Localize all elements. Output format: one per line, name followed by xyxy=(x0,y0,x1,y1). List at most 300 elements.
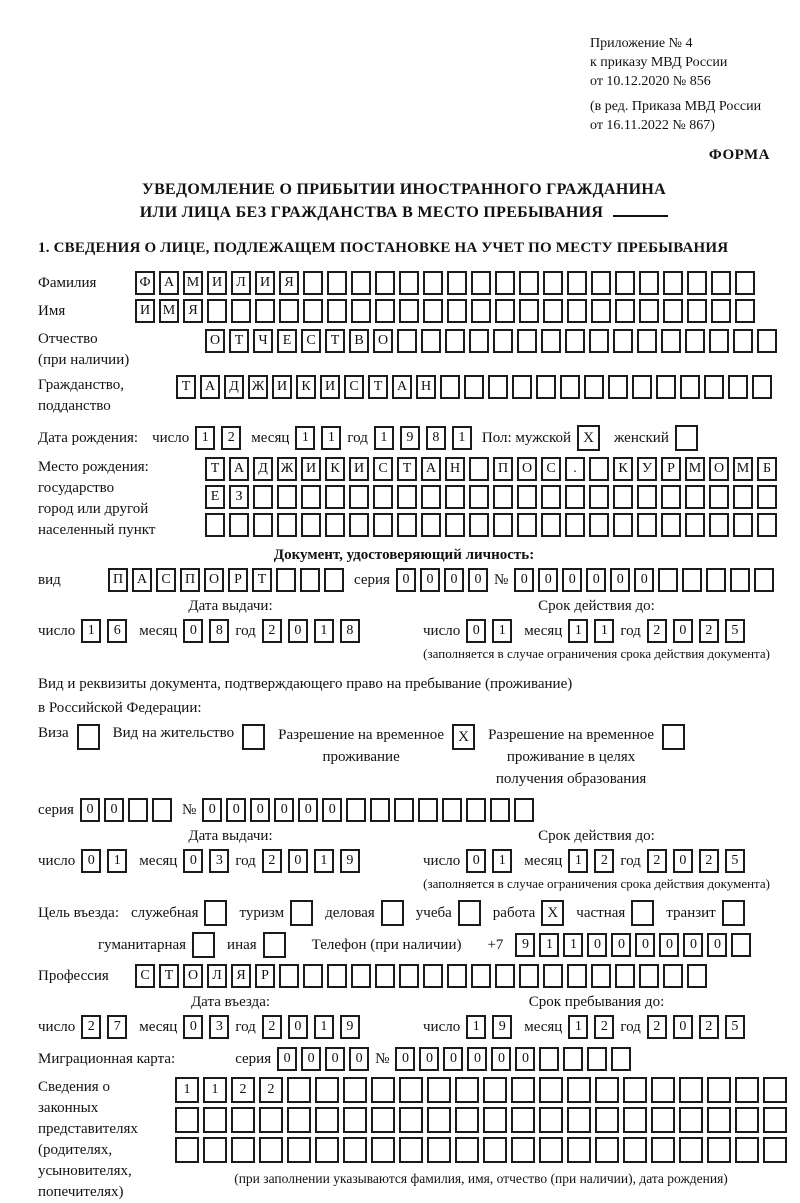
char-cell[interactable]: 0 xyxy=(610,568,630,592)
char-cell[interactable] xyxy=(349,513,369,537)
char-cell[interactable] xyxy=(469,457,489,481)
char-cell[interactable] xyxy=(679,1107,703,1133)
char-cell[interactable]: Ф xyxy=(135,271,155,295)
char-cell[interactable]: О xyxy=(205,329,225,353)
char-cell[interactable]: К xyxy=(296,375,316,399)
char-cell[interactable]: 0 xyxy=(183,849,203,873)
char-cell[interactable]: 2 xyxy=(594,1015,614,1039)
sex-male-checkbox[interactable]: X xyxy=(577,425,600,451)
char-cell[interactable] xyxy=(301,485,321,509)
char-cell[interactable] xyxy=(300,568,320,592)
char-cell[interactable]: 0 xyxy=(396,568,416,592)
char-cell[interactable] xyxy=(757,485,777,509)
char-cell[interactable]: 1 xyxy=(374,426,394,450)
char-cell[interactable] xyxy=(707,1077,731,1103)
char-cell[interactable] xyxy=(303,271,323,295)
char-cell[interactable] xyxy=(466,798,486,822)
char-cell[interactable] xyxy=(351,271,371,295)
char-cell[interactable] xyxy=(327,964,347,988)
char-cell[interactable] xyxy=(324,568,344,592)
char-cell[interactable]: 2 xyxy=(699,1015,719,1039)
char-cell[interactable] xyxy=(591,271,611,295)
char-cell[interactable] xyxy=(327,299,347,323)
char-cell[interactable]: 2 xyxy=(259,1077,283,1103)
char-cell[interactable] xyxy=(685,513,705,537)
char-cell[interactable]: 2 xyxy=(221,426,241,450)
char-cell[interactable]: П xyxy=(108,568,128,592)
char-cell[interactable] xyxy=(623,1107,647,1133)
char-cell[interactable] xyxy=(373,485,393,509)
char-cell[interactable] xyxy=(343,1137,367,1163)
char-cell[interactable] xyxy=(543,271,563,295)
char-cell[interactable] xyxy=(565,329,585,353)
temp-residence-education-checkbox[interactable] xyxy=(662,724,685,750)
char-cell[interactable] xyxy=(229,513,249,537)
char-cell[interactable]: 2 xyxy=(647,849,667,873)
char-cell[interactable]: 0 xyxy=(586,568,606,592)
char-cell[interactable]: Л xyxy=(207,964,227,988)
char-cell[interactable] xyxy=(685,485,705,509)
char-cell[interactable] xyxy=(611,1047,631,1071)
char-cell[interactable]: 0 xyxy=(274,798,294,822)
char-cell[interactable] xyxy=(259,1107,283,1133)
char-cell[interactable]: Т xyxy=(397,457,417,481)
purpose-official-checkbox[interactable] xyxy=(204,900,227,926)
char-cell[interactable]: 8 xyxy=(426,426,446,450)
char-cell[interactable]: М xyxy=(159,299,179,323)
char-cell[interactable] xyxy=(469,513,489,537)
char-cell[interactable] xyxy=(399,1137,423,1163)
char-cell[interactable] xyxy=(128,798,148,822)
char-cell[interactable]: И xyxy=(272,375,292,399)
char-cell[interactable]: И xyxy=(135,299,155,323)
char-cell[interactable] xyxy=(658,568,678,592)
char-cell[interactable] xyxy=(375,271,395,295)
char-cell[interactable] xyxy=(709,513,729,537)
char-cell[interactable] xyxy=(595,1137,619,1163)
char-cell[interactable]: 2 xyxy=(647,1015,667,1039)
char-cell[interactable] xyxy=(370,798,390,822)
char-cell[interactable] xyxy=(343,1077,367,1103)
char-cell[interactable] xyxy=(613,485,633,509)
char-cell[interactable] xyxy=(495,964,515,988)
char-cell[interactable]: С xyxy=(135,964,155,988)
char-cell[interactable] xyxy=(427,1077,451,1103)
char-cell[interactable] xyxy=(327,271,347,295)
char-cell[interactable] xyxy=(349,485,369,509)
char-cell[interactable] xyxy=(637,513,657,537)
char-cell[interactable] xyxy=(637,485,657,509)
char-cell[interactable] xyxy=(445,329,465,353)
char-cell[interactable] xyxy=(763,1137,787,1163)
char-cell[interactable] xyxy=(495,299,515,323)
char-cell[interactable] xyxy=(483,1077,507,1103)
char-cell[interactable] xyxy=(733,485,753,509)
char-cell[interactable] xyxy=(707,1107,731,1133)
char-cell[interactable] xyxy=(735,1107,759,1133)
char-cell[interactable] xyxy=(469,329,489,353)
char-cell[interactable]: К xyxy=(325,457,345,481)
char-cell[interactable]: 0 xyxy=(419,1047,439,1071)
char-cell[interactable] xyxy=(536,375,556,399)
char-cell[interactable]: 0 xyxy=(659,933,679,957)
char-cell[interactable] xyxy=(731,933,751,957)
purpose-other-checkbox[interactable] xyxy=(263,932,286,958)
char-cell[interactable] xyxy=(315,1077,339,1103)
char-cell[interactable] xyxy=(511,1137,535,1163)
char-cell[interactable]: Р xyxy=(228,568,248,592)
char-cell[interactable]: С xyxy=(301,329,321,353)
char-cell[interactable]: 0 xyxy=(420,568,440,592)
char-cell[interactable] xyxy=(205,513,225,537)
char-cell[interactable] xyxy=(735,1137,759,1163)
char-cell[interactable]: И xyxy=(255,271,275,295)
char-cell[interactable] xyxy=(733,513,753,537)
char-cell[interactable] xyxy=(418,798,438,822)
char-cell[interactable]: М xyxy=(733,457,753,481)
char-cell[interactable] xyxy=(399,271,419,295)
char-cell[interactable]: А xyxy=(132,568,152,592)
char-cell[interactable]: В xyxy=(349,329,369,353)
char-cell[interactable] xyxy=(651,1137,675,1163)
char-cell[interactable] xyxy=(455,1107,479,1133)
char-cell[interactable] xyxy=(512,375,532,399)
char-cell[interactable] xyxy=(735,1077,759,1103)
char-cell[interactable] xyxy=(663,299,683,323)
char-cell[interactable]: С xyxy=(344,375,364,399)
char-cell[interactable]: . xyxy=(565,457,585,481)
char-cell[interactable] xyxy=(399,964,419,988)
char-cell[interactable] xyxy=(447,964,467,988)
char-cell[interactable] xyxy=(421,329,441,353)
char-cell[interactable] xyxy=(253,513,273,537)
char-cell[interactable]: 1 xyxy=(314,1015,334,1039)
char-cell[interactable]: 2 xyxy=(699,849,719,873)
char-cell[interactable] xyxy=(735,299,755,323)
char-cell[interactable]: М xyxy=(685,457,705,481)
char-cell[interactable] xyxy=(440,375,460,399)
char-cell[interactable] xyxy=(315,1107,339,1133)
char-cell[interactable]: Д xyxy=(224,375,244,399)
char-cell[interactable]: 0 xyxy=(515,1047,535,1071)
char-cell[interactable] xyxy=(623,1137,647,1163)
char-cell[interactable] xyxy=(423,964,443,988)
char-cell[interactable] xyxy=(543,964,563,988)
char-cell[interactable] xyxy=(733,329,753,353)
char-cell[interactable]: А xyxy=(200,375,220,399)
char-cell[interactable]: 9 xyxy=(515,933,535,957)
char-cell[interactable] xyxy=(442,798,462,822)
char-cell[interactable]: 0 xyxy=(444,568,464,592)
char-cell[interactable]: 8 xyxy=(209,619,229,643)
char-cell[interactable]: 2 xyxy=(594,849,614,873)
char-cell[interactable] xyxy=(471,299,491,323)
char-cell[interactable] xyxy=(565,513,585,537)
char-cell[interactable]: 0 xyxy=(288,619,308,643)
char-cell[interactable]: 0 xyxy=(538,568,558,592)
char-cell[interactable] xyxy=(445,485,465,509)
char-cell[interactable] xyxy=(427,1137,451,1163)
char-cell[interactable] xyxy=(375,964,395,988)
char-cell[interactable] xyxy=(519,964,539,988)
char-cell[interactable]: 0 xyxy=(288,1015,308,1039)
char-cell[interactable] xyxy=(207,299,227,323)
char-cell[interactable]: 0 xyxy=(562,568,582,592)
char-cell[interactable] xyxy=(399,1077,423,1103)
char-cell[interactable] xyxy=(152,798,172,822)
char-cell[interactable] xyxy=(589,513,609,537)
char-cell[interactable]: А xyxy=(159,271,179,295)
char-cell[interactable] xyxy=(427,1107,451,1133)
char-cell[interactable]: 0 xyxy=(587,933,607,957)
char-cell[interactable]: 2 xyxy=(262,849,282,873)
char-cell[interactable]: 0 xyxy=(443,1047,463,1071)
char-cell[interactable] xyxy=(259,1137,283,1163)
char-cell[interactable] xyxy=(471,964,491,988)
char-cell[interactable]: Ч xyxy=(253,329,273,353)
char-cell[interactable]: И xyxy=(349,457,369,481)
char-cell[interactable]: Я xyxy=(279,271,299,295)
purpose-private-checkbox[interactable] xyxy=(631,900,654,926)
char-cell[interactable] xyxy=(615,964,635,988)
char-cell[interactable] xyxy=(639,299,659,323)
char-cell[interactable]: 5 xyxy=(725,1015,745,1039)
char-cell[interactable] xyxy=(567,271,587,295)
char-cell[interactable]: С xyxy=(156,568,176,592)
char-cell[interactable]: Т xyxy=(325,329,345,353)
char-cell[interactable] xyxy=(455,1077,479,1103)
char-cell[interactable] xyxy=(587,1047,607,1071)
char-cell[interactable]: М xyxy=(183,271,203,295)
char-cell[interactable]: 1 xyxy=(203,1077,227,1103)
char-cell[interactable] xyxy=(679,1077,703,1103)
char-cell[interactable]: О xyxy=(517,457,537,481)
char-cell[interactable]: 0 xyxy=(673,619,693,643)
char-cell[interactable]: Д xyxy=(253,457,273,481)
char-cell[interactable]: Р xyxy=(255,964,275,988)
char-cell[interactable] xyxy=(608,375,628,399)
char-cell[interactable] xyxy=(447,271,467,295)
char-cell[interactable]: 0 xyxy=(183,1015,203,1039)
char-cell[interactable] xyxy=(303,964,323,988)
char-cell[interactable]: 1 xyxy=(195,426,215,450)
char-cell[interactable] xyxy=(730,568,750,592)
char-cell[interactable] xyxy=(490,798,510,822)
char-cell[interactable]: 0 xyxy=(673,1015,693,1039)
char-cell[interactable] xyxy=(287,1107,311,1133)
char-cell[interactable]: А xyxy=(421,457,441,481)
char-cell[interactable] xyxy=(464,375,484,399)
char-cell[interactable] xyxy=(682,568,702,592)
char-cell[interactable]: С xyxy=(373,457,393,481)
char-cell[interactable]: 1 xyxy=(568,1015,588,1039)
char-cell[interactable]: 5 xyxy=(725,619,745,643)
char-cell[interactable]: 1 xyxy=(492,849,512,873)
char-cell[interactable]: К xyxy=(613,457,633,481)
char-cell[interactable]: 0 xyxy=(81,849,101,873)
char-cell[interactable]: 1 xyxy=(492,619,512,643)
char-cell[interactable]: 8 xyxy=(340,619,360,643)
char-cell[interactable]: А xyxy=(392,375,412,399)
char-cell[interactable]: Ж xyxy=(248,375,268,399)
char-cell[interactable] xyxy=(253,485,273,509)
char-cell[interactable] xyxy=(471,271,491,295)
char-cell[interactable]: 0 xyxy=(288,849,308,873)
char-cell[interactable]: 0 xyxy=(467,1047,487,1071)
char-cell[interactable] xyxy=(287,1137,311,1163)
char-cell[interactable] xyxy=(394,798,414,822)
char-cell[interactable] xyxy=(560,375,580,399)
char-cell[interactable]: Т xyxy=(252,568,272,592)
char-cell[interactable] xyxy=(539,1107,563,1133)
char-cell[interactable]: 1 xyxy=(452,426,472,450)
char-cell[interactable]: 0 xyxy=(683,933,703,957)
char-cell[interactable] xyxy=(399,299,419,323)
char-cell[interactable]: 7 xyxy=(107,1015,127,1039)
char-cell[interactable] xyxy=(539,1047,559,1071)
char-cell[interactable]: 1 xyxy=(81,619,101,643)
char-cell[interactable] xyxy=(397,329,417,353)
char-cell[interactable] xyxy=(447,299,467,323)
char-cell[interactable] xyxy=(301,513,321,537)
char-cell[interactable] xyxy=(279,299,299,323)
char-cell[interactable] xyxy=(469,485,489,509)
char-cell[interactable]: П xyxy=(180,568,200,592)
char-cell[interactable]: 3 xyxy=(209,1015,229,1039)
char-cell[interactable] xyxy=(706,568,726,592)
char-cell[interactable] xyxy=(539,1077,563,1103)
char-cell[interactable] xyxy=(315,1137,339,1163)
purpose-work-checkbox[interactable]: X xyxy=(541,900,564,926)
char-cell[interactable]: 0 xyxy=(468,568,488,592)
char-cell[interactable]: 1 xyxy=(466,1015,486,1039)
char-cell[interactable] xyxy=(445,513,465,537)
char-cell[interactable]: 0 xyxy=(277,1047,297,1071)
char-cell[interactable] xyxy=(709,485,729,509)
char-cell[interactable]: З xyxy=(229,485,249,509)
char-cell[interactable] xyxy=(421,513,441,537)
char-cell[interactable] xyxy=(346,798,366,822)
char-cell[interactable] xyxy=(255,299,275,323)
char-cell[interactable] xyxy=(493,485,513,509)
char-cell[interactable] xyxy=(483,1137,507,1163)
char-cell[interactable] xyxy=(613,329,633,353)
char-cell[interactable]: 0 xyxy=(325,1047,345,1071)
char-cell[interactable]: Я xyxy=(183,299,203,323)
char-cell[interactable] xyxy=(455,1137,479,1163)
char-cell[interactable] xyxy=(623,1077,647,1103)
char-cell[interactable] xyxy=(375,299,395,323)
char-cell[interactable] xyxy=(175,1107,199,1133)
char-cell[interactable]: 1 xyxy=(295,426,315,450)
char-cell[interactable] xyxy=(567,964,587,988)
char-cell[interactable]: Л xyxy=(231,271,251,295)
char-cell[interactable] xyxy=(231,1107,255,1133)
char-cell[interactable] xyxy=(707,1137,731,1163)
char-cell[interactable]: Н xyxy=(445,457,465,481)
char-cell[interactable] xyxy=(728,375,748,399)
purpose-transit-checkbox[interactable] xyxy=(722,900,745,926)
char-cell[interactable]: 0 xyxy=(202,798,222,822)
char-cell[interactable] xyxy=(399,1107,423,1133)
char-cell[interactable] xyxy=(615,299,635,323)
char-cell[interactable]: Т xyxy=(205,457,225,481)
char-cell[interactable]: С xyxy=(541,457,561,481)
char-cell[interactable]: 9 xyxy=(400,426,420,450)
char-cell[interactable] xyxy=(517,485,537,509)
char-cell[interactable]: Т xyxy=(368,375,388,399)
char-cell[interactable] xyxy=(231,1137,255,1163)
char-cell[interactable]: Б xyxy=(757,457,777,481)
char-cell[interactable]: 1 xyxy=(539,933,559,957)
char-cell[interactable] xyxy=(591,299,611,323)
char-cell[interactable] xyxy=(589,329,609,353)
char-cell[interactable] xyxy=(541,329,561,353)
char-cell[interactable]: 1 xyxy=(314,619,334,643)
char-cell[interactable] xyxy=(276,568,296,592)
char-cell[interactable] xyxy=(637,329,657,353)
char-cell[interactable] xyxy=(679,1137,703,1163)
char-cell[interactable]: 0 xyxy=(250,798,270,822)
char-cell[interactable] xyxy=(711,299,731,323)
char-cell[interactable]: Т xyxy=(176,375,196,399)
char-cell[interactable]: 1 xyxy=(563,933,583,957)
char-cell[interactable] xyxy=(203,1107,227,1133)
purpose-tourism-checkbox[interactable] xyxy=(290,900,313,926)
char-cell[interactable]: И xyxy=(301,457,321,481)
char-cell[interactable]: 0 xyxy=(514,568,534,592)
char-cell[interactable]: 0 xyxy=(635,933,655,957)
char-cell[interactable]: Е xyxy=(205,485,225,509)
char-cell[interactable] xyxy=(709,329,729,353)
char-cell[interactable]: Е xyxy=(277,329,297,353)
char-cell[interactable] xyxy=(757,329,777,353)
char-cell[interactable]: И xyxy=(207,271,227,295)
char-cell[interactable]: 2 xyxy=(699,619,719,643)
char-cell[interactable] xyxy=(591,964,611,988)
char-cell[interactable] xyxy=(351,964,371,988)
char-cell[interactable] xyxy=(661,485,681,509)
char-cell[interactable] xyxy=(279,964,299,988)
char-cell[interactable]: 0 xyxy=(634,568,654,592)
char-cell[interactable] xyxy=(589,457,609,481)
purpose-study-checkbox[interactable] xyxy=(458,900,481,926)
char-cell[interactable] xyxy=(632,375,652,399)
char-cell[interactable] xyxy=(397,485,417,509)
char-cell[interactable]: 0 xyxy=(349,1047,369,1071)
char-cell[interactable] xyxy=(371,1137,395,1163)
char-cell[interactable]: 2 xyxy=(81,1015,101,1039)
char-cell[interactable]: 1 xyxy=(107,849,127,873)
char-cell[interactable] xyxy=(277,513,297,537)
char-cell[interactable]: 0 xyxy=(226,798,246,822)
char-cell[interactable] xyxy=(175,1137,199,1163)
char-cell[interactable] xyxy=(704,375,724,399)
char-cell[interactable] xyxy=(680,375,700,399)
char-cell[interactable] xyxy=(371,1077,395,1103)
char-cell[interactable] xyxy=(639,271,659,295)
char-cell[interactable] xyxy=(495,271,515,295)
char-cell[interactable]: 0 xyxy=(395,1047,415,1071)
char-cell[interactable] xyxy=(584,375,604,399)
char-cell[interactable] xyxy=(325,513,345,537)
char-cell[interactable]: 1 xyxy=(314,849,334,873)
char-cell[interactable]: 0 xyxy=(301,1047,321,1071)
char-cell[interactable] xyxy=(651,1077,675,1103)
char-cell[interactable] xyxy=(203,1137,227,1163)
char-cell[interactable] xyxy=(763,1107,787,1133)
char-cell[interactable] xyxy=(483,1107,507,1133)
